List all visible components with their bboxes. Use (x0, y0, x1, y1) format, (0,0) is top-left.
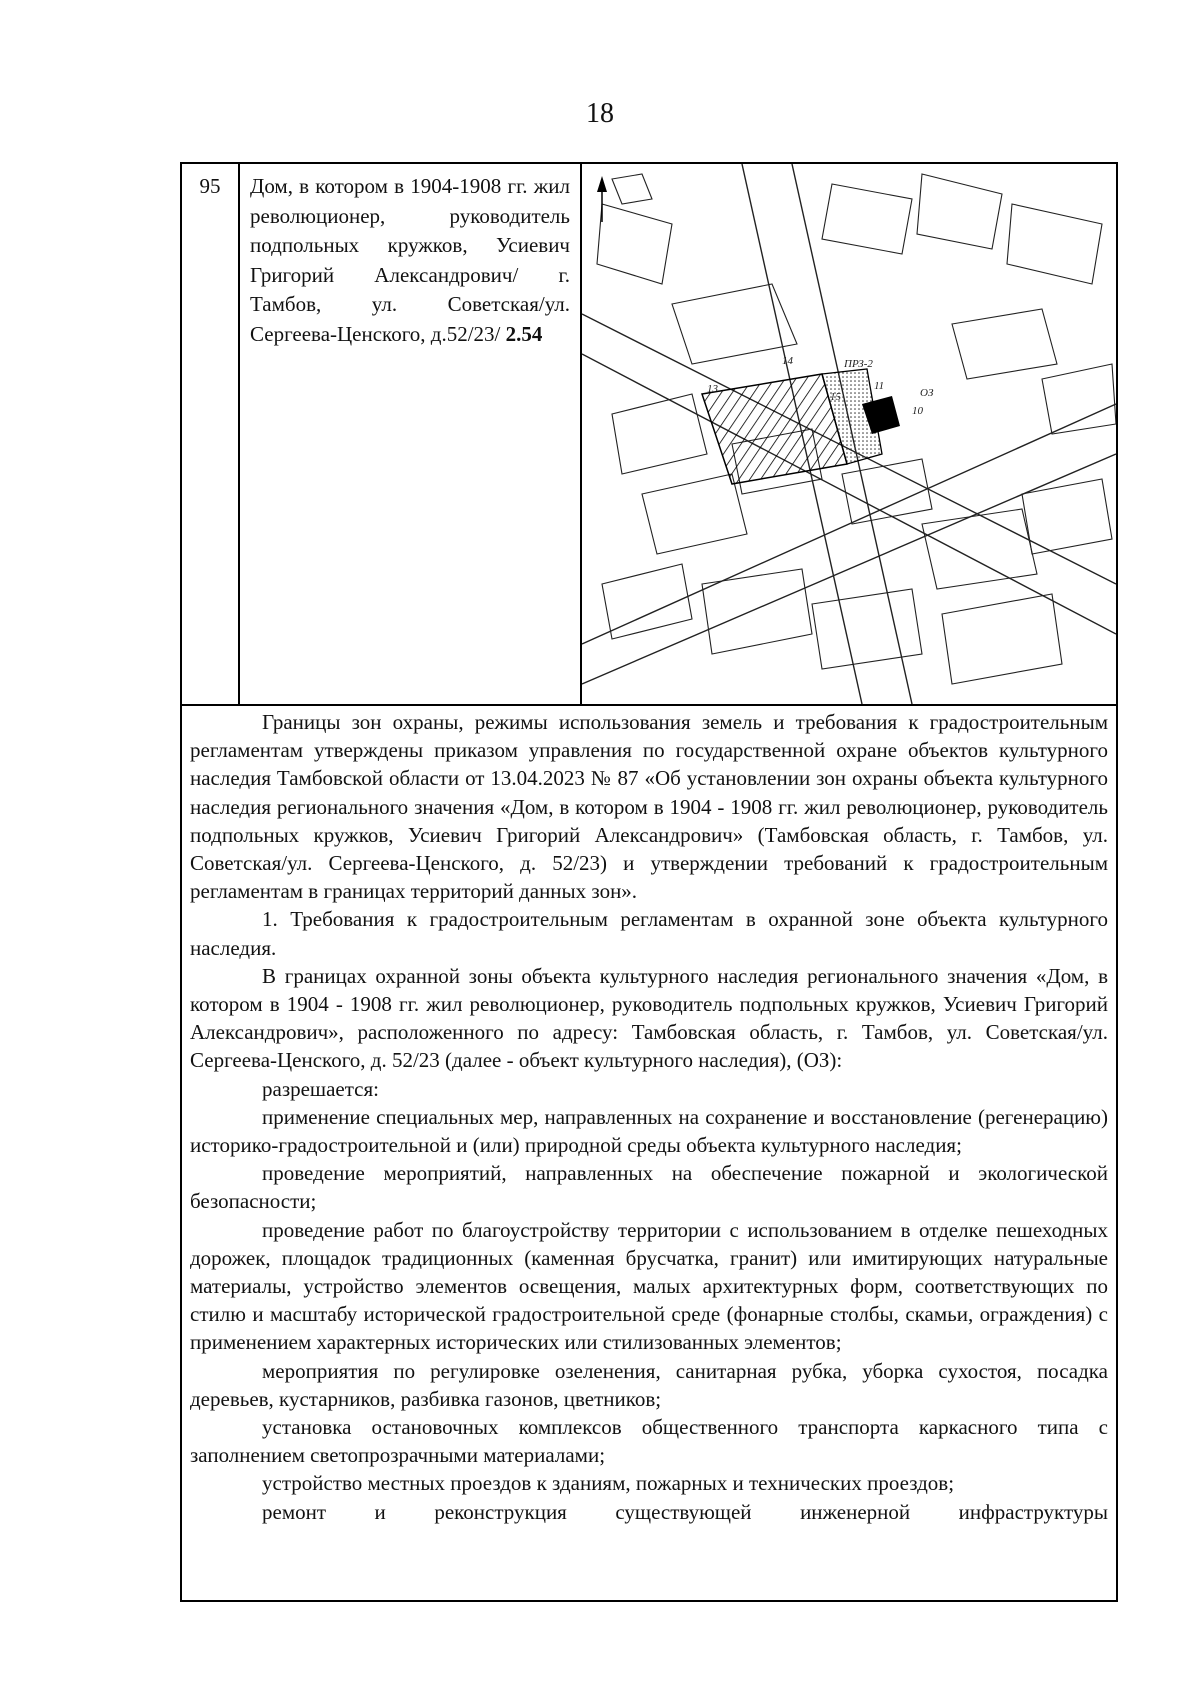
paragraph: установка остановочных комплексов общественного транспорта каркасного типа с заполнением светопрозрачными материалами; (190, 1415, 1108, 1468)
object-table (180, 162, 1118, 1602)
map-label: ПРЗ-2 (844, 358, 873, 370)
paragraph: мероприятия по регулировке озеленения, санитарная рубка, уборка сухостоя, посадка деревьев, кустарников, разбивка газонов, цветников; (190, 1358, 1108, 1411)
object-number-cell (182, 164, 240, 704)
object-code: 2.54 (505, 321, 543, 346)
map-label: 10 (912, 405, 923, 417)
map-label: 15 (830, 391, 841, 403)
object-description: Дом, в котором в 1904-1908 гг. жил революционер, руководитель подпольных кружков, Усиевич Григорий Александрович/ г. Тамбов, ул. Советская/ул. Сергеева-Ценского, д.52/23/ (250, 174, 570, 346)
paragraph: В границах охранной зоны объекта культурного наследия регионального значения «Дом, в котором в 1904 - 1908 гг. жил революционер, руководитель подпольных кружков, Усиевич Григорий Александрович», расположенного по адресу: Тамбовская область, г. Тамбов, ул. Советская/ул. Сергеева-Ценского, д. 52/23 (далее - объект культурного наследия), (ОЗ): (190, 963, 1108, 1073)
object-number: 95 (199, 174, 221, 198)
requirements-text (190, 708, 1108, 1526)
paragraph: ремонт и реконструкция существующей инженерной инфраструктуры (262, 1499, 1108, 1524)
paragraph: Границы зон охраны, режимы использования земель и требования к градостроительным регламентам утверждены приказом управления по государственной охране объектов культурного наследия Тамбовской области от 13.04.2023 № 87 «Об установлении зон охраны объекта культурного наследия регионального значения «Дом, в котором в 1904 - 1908 гг. жил революционер, руководитель подпольных кружков, Усиевич Григорий Александрович» (Тамбовская область, г. Тамбов, ул. Советская/ул. Сергеева-Ценского, д. 52/23) и утверждении требований к градостроительным регламентам в границах территорий данных зон». (190, 710, 1108, 904)
page-number: 18 (586, 98, 614, 129)
map-label: ОЗ (920, 387, 934, 399)
map-label: 13 (707, 383, 718, 395)
object-description-cell (240, 164, 582, 704)
paragraph: проведение мероприятий, направленных на обеспечение пожарной и экологической безопасности; (190, 1161, 1108, 1214)
site-map (582, 164, 1116, 704)
paragraph: проведение работ по благоустройству территории с использованием в отделке пешеходных дорожек, площадок традиционных (каменная брусчатка, гранит) или имитирующих натуральные материалы, устройство элементов освещения, малых архитектурных форм, соответствующих по стилю и масштабу исторической градостроительной среде (фонарные столбы, скамьи, ограждения) с применением характерных исторических или стилизованных элементов; (190, 1217, 1108, 1355)
paragraph: 1. Требования к градостроительным регламентам в охранной зоне объекта культурного наследия. (190, 907, 1108, 960)
map-label: 14 (782, 355, 793, 367)
object-row (182, 164, 1116, 706)
site-map-cell (582, 164, 1116, 704)
paragraph: применение специальных мер, направленных на сохранение и восстановление (регенерацию) историко-градостроительной и (или) природной среды объекта культурного наследия; (190, 1104, 1108, 1158)
object-description-text (250, 172, 570, 349)
paragraph: разрешается: (262, 1076, 379, 1101)
map-label: 11 (874, 380, 885, 392)
paragraph: устройство местных проездов к зданиям, пожарных и технических проездов; (262, 1471, 955, 1496)
